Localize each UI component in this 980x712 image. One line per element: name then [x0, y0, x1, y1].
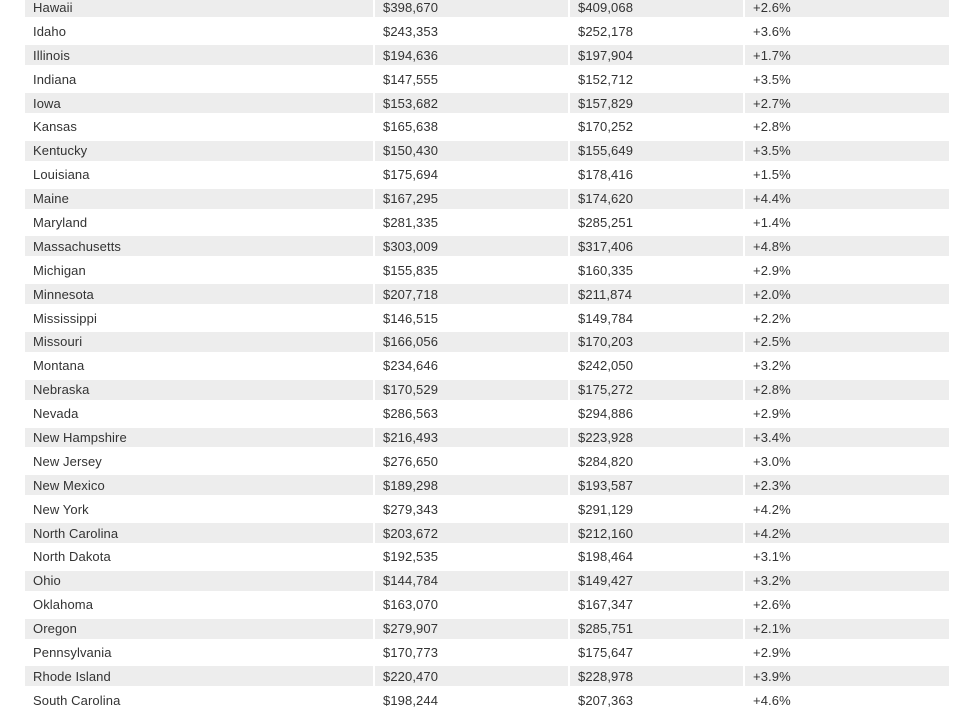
table-row [24, 426, 950, 450]
table-row [24, 617, 950, 641]
forecast-value-cell: $193,587 [569, 473, 744, 497]
percent-change-cell: +2.0% [744, 282, 950, 306]
state-name-cell: North Carolina [24, 521, 374, 545]
state-name-cell: Maryland [24, 211, 374, 235]
forecast-value-cell: $149,784 [569, 306, 744, 330]
percent-change-cell: +3.9% [744, 664, 950, 688]
table-row [24, 211, 950, 235]
state-name-cell: North Dakota [24, 545, 374, 569]
percent-change-cell: +4.6% [744, 688, 950, 712]
forecast-value-cell: $317,406 [569, 234, 744, 258]
current-value-cell: $170,773 [374, 641, 569, 665]
current-value-cell: $192,535 [374, 545, 569, 569]
percent-change-cell: +2.6% [744, 0, 950, 19]
state-name-cell: New Mexico [24, 473, 374, 497]
forecast-value-cell: $409,068 [569, 0, 744, 19]
percent-change-cell: +3.2% [744, 354, 950, 378]
state-name-cell: Iowa [24, 91, 374, 115]
forecast-value-cell: $223,928 [569, 426, 744, 450]
state-name-cell: New York [24, 497, 374, 521]
forecast-value-cell: $167,347 [569, 593, 744, 617]
state-name-cell: New Hampshire [24, 426, 374, 450]
table-row [24, 139, 950, 163]
forecast-value-cell: $252,178 [569, 19, 744, 43]
state-name-cell: Missouri [24, 330, 374, 354]
forecast-value-cell: $228,978 [569, 664, 744, 688]
table-row [24, 306, 950, 330]
current-value-cell: $198,244 [374, 688, 569, 712]
table-row [24, 641, 950, 665]
table-row [24, 545, 950, 569]
percent-change-cell: +2.5% [744, 330, 950, 354]
percent-change-cell: +3.4% [744, 426, 950, 450]
percent-change-cell: +2.8% [744, 115, 950, 139]
state-name-cell: Idaho [24, 19, 374, 43]
forecast-value-cell: $198,464 [569, 545, 744, 569]
state-name-cell: Kentucky [24, 139, 374, 163]
percent-change-cell: +2.1% [744, 617, 950, 641]
percent-change-cell: +3.0% [744, 449, 950, 473]
table-row [24, 569, 950, 593]
current-value-cell: $153,682 [374, 91, 569, 115]
current-value-cell: $167,295 [374, 187, 569, 211]
table-row [24, 19, 950, 43]
state-name-cell: Indiana [24, 67, 374, 91]
current-value-cell: $170,529 [374, 378, 569, 402]
forecast-value-cell: $160,335 [569, 258, 744, 282]
table-row [24, 330, 950, 354]
current-value-cell: $234,646 [374, 354, 569, 378]
forecast-value-cell: $170,203 [569, 330, 744, 354]
current-value-cell: $175,694 [374, 163, 569, 187]
forecast-value-cell: $157,829 [569, 91, 744, 115]
forecast-value-cell: $242,050 [569, 354, 744, 378]
percent-change-cell: +4.4% [744, 187, 950, 211]
state-name-cell: Pennsylvania [24, 641, 374, 665]
current-value-cell: $279,907 [374, 617, 569, 641]
percent-change-cell: +3.5% [744, 139, 950, 163]
current-value-cell: $146,515 [374, 306, 569, 330]
current-value-cell: $194,636 [374, 43, 569, 67]
table-row [24, 449, 950, 473]
table-row [24, 163, 950, 187]
forecast-value-cell: $149,427 [569, 569, 744, 593]
forecast-value-cell: $284,820 [569, 449, 744, 473]
forecast-value-cell: $174,620 [569, 187, 744, 211]
percent-change-cell: +1.4% [744, 211, 950, 235]
table-row [24, 67, 950, 91]
percent-change-cell: +2.3% [744, 473, 950, 497]
table-row [24, 593, 950, 617]
current-value-cell: $220,470 [374, 664, 569, 688]
forecast-value-cell: $212,160 [569, 521, 744, 545]
percent-change-cell: +2.2% [744, 306, 950, 330]
table-row [24, 521, 950, 545]
state-name-cell: Oregon [24, 617, 374, 641]
state-name-cell: Kansas [24, 115, 374, 139]
percent-change-cell: +1.7% [744, 43, 950, 67]
table-row [24, 664, 950, 688]
state-name-cell: Illinois [24, 43, 374, 67]
percent-change-cell: +2.6% [744, 593, 950, 617]
percent-change-cell: +3.2% [744, 569, 950, 593]
state-name-cell: Rhode Island [24, 664, 374, 688]
forecast-value-cell: $211,874 [569, 282, 744, 306]
state-name-cell: Maine [24, 187, 374, 211]
percent-change-cell: +1.5% [744, 163, 950, 187]
percent-change-cell: +4.8% [744, 234, 950, 258]
current-value-cell: $147,555 [374, 67, 569, 91]
table-row [24, 354, 950, 378]
percent-change-cell: +3.5% [744, 67, 950, 91]
forecast-value-cell: $197,904 [569, 43, 744, 67]
current-value-cell: $281,335 [374, 211, 569, 235]
forecast-value-cell: $152,712 [569, 67, 744, 91]
current-value-cell: $203,672 [374, 521, 569, 545]
current-value-cell: $279,343 [374, 497, 569, 521]
state-name-cell: South Carolina [24, 688, 374, 712]
table-row [24, 0, 950, 19]
table-row [24, 187, 950, 211]
state-name-cell: Montana [24, 354, 374, 378]
current-value-cell: $286,563 [374, 402, 569, 426]
state-name-cell: Michigan [24, 258, 374, 282]
current-value-cell: $276,650 [374, 449, 569, 473]
current-value-cell: $189,298 [374, 473, 569, 497]
forecast-value-cell: $155,649 [569, 139, 744, 163]
forecast-value-cell: $285,751 [569, 617, 744, 641]
percent-change-cell: +4.2% [744, 521, 950, 545]
percent-change-cell: +2.9% [744, 402, 950, 426]
forecast-value-cell: $178,416 [569, 163, 744, 187]
state-name-cell: Louisiana [24, 163, 374, 187]
table-row [24, 473, 950, 497]
state-home-values-table [24, 0, 950, 712]
table-row [24, 378, 950, 402]
current-value-cell: $303,009 [374, 234, 569, 258]
table-row [24, 258, 950, 282]
table-row [24, 282, 950, 306]
percent-change-cell: +2.9% [744, 258, 950, 282]
forecast-value-cell: $170,252 [569, 115, 744, 139]
current-value-cell: $216,493 [374, 426, 569, 450]
forecast-value-cell: $294,886 [569, 402, 744, 426]
percent-change-cell: +2.7% [744, 91, 950, 115]
table-row [24, 234, 950, 258]
percent-change-cell: +2.8% [744, 378, 950, 402]
forecast-value-cell: $175,647 [569, 641, 744, 665]
current-value-cell: $166,056 [374, 330, 569, 354]
table-row [24, 688, 950, 712]
forecast-value-cell: $207,363 [569, 688, 744, 712]
current-value-cell: $155,835 [374, 258, 569, 282]
table-row [24, 115, 950, 139]
percent-change-cell: +3.6% [744, 19, 950, 43]
table-row [24, 402, 950, 426]
percent-change-cell: +3.1% [744, 545, 950, 569]
current-value-cell: $165,638 [374, 115, 569, 139]
table-row [24, 43, 950, 67]
state-name-cell: Nevada [24, 402, 374, 426]
current-value-cell: $163,070 [374, 593, 569, 617]
percent-change-cell: +2.9% [744, 641, 950, 665]
state-name-cell: Minnesota [24, 282, 374, 306]
current-value-cell: $150,430 [374, 139, 569, 163]
table-row [24, 497, 950, 521]
forecast-value-cell: $291,129 [569, 497, 744, 521]
current-value-cell: $207,718 [374, 282, 569, 306]
state-name-cell: Oklahoma [24, 593, 374, 617]
percent-change-cell: +4.2% [744, 497, 950, 521]
state-name-cell: Mississippi [24, 306, 374, 330]
state-name-cell: Hawaii [24, 0, 374, 19]
current-value-cell: $144,784 [374, 569, 569, 593]
state-name-cell: Ohio [24, 569, 374, 593]
state-name-cell: New Jersey [24, 449, 374, 473]
forecast-value-cell: $285,251 [569, 211, 744, 235]
current-value-cell: $243,353 [374, 19, 569, 43]
state-name-cell: Massachusetts [24, 234, 374, 258]
table-row [24, 91, 950, 115]
state-name-cell: Nebraska [24, 378, 374, 402]
forecast-value-cell: $175,272 [569, 378, 744, 402]
current-value-cell: $398,670 [374, 0, 569, 19]
